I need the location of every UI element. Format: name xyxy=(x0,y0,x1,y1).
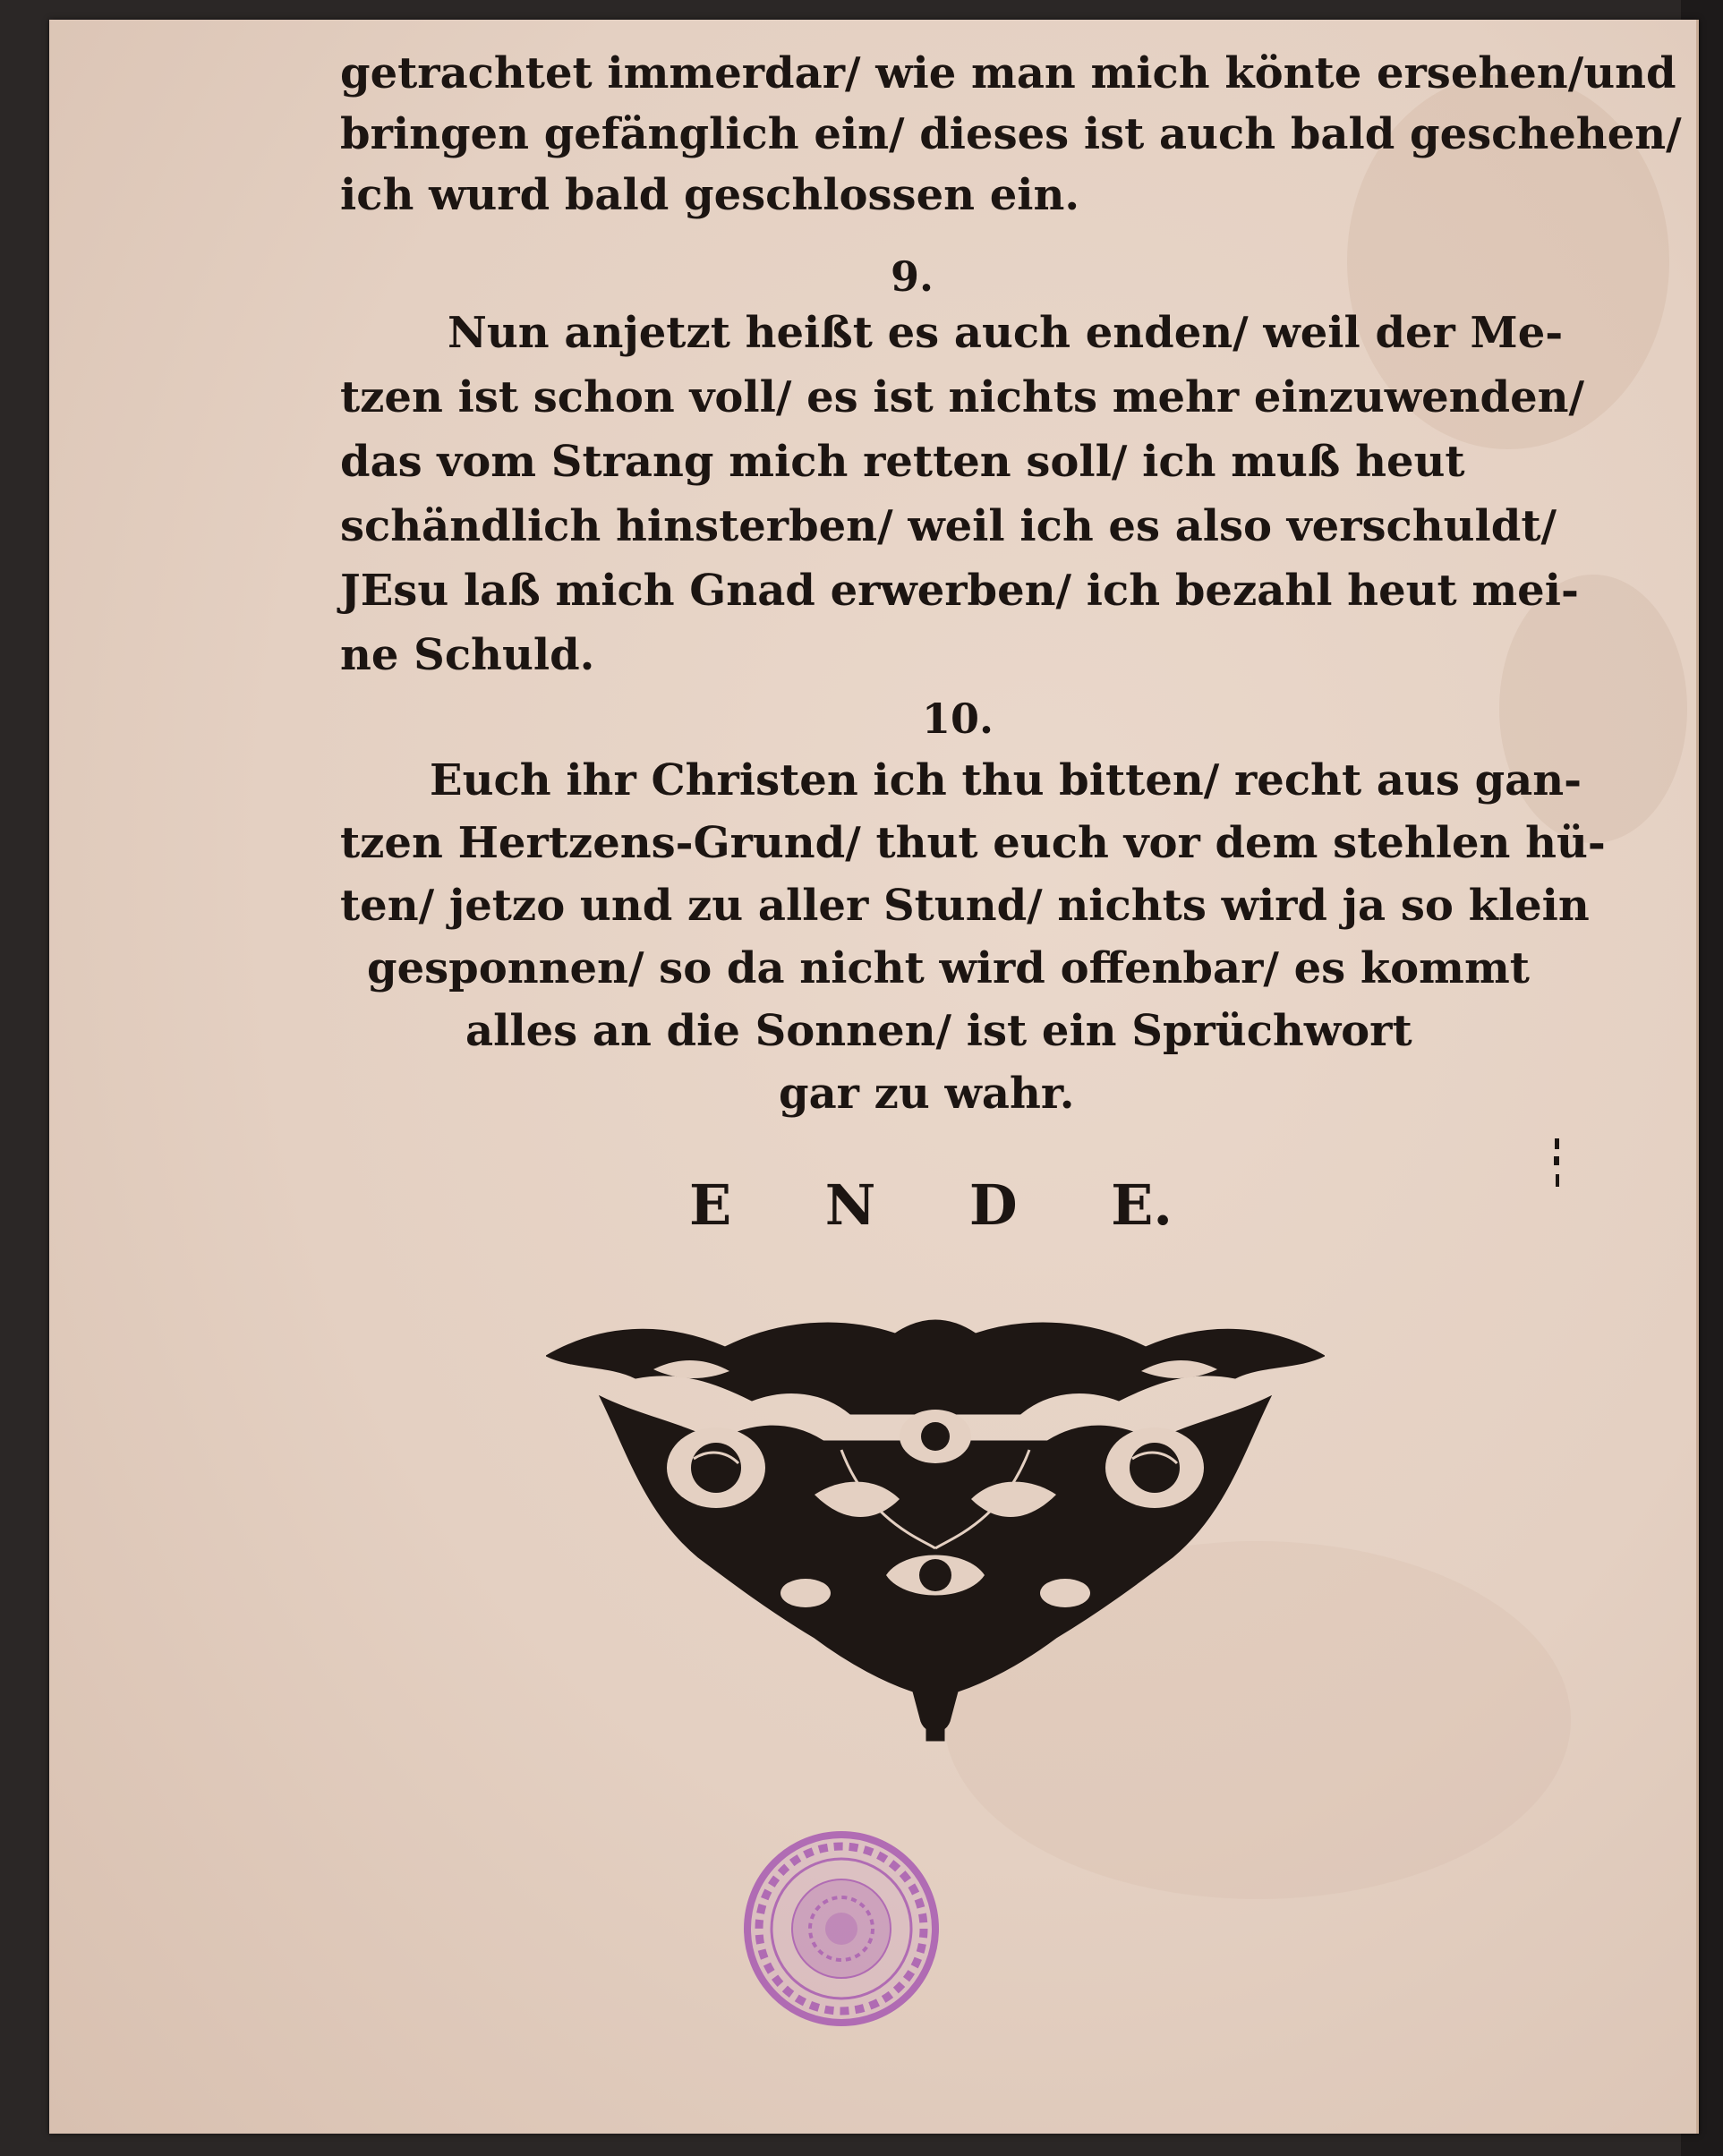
text-line: ne Schuld. xyxy=(340,630,595,680)
library-stamp xyxy=(734,1826,949,2032)
text-line: ten/ jetzo und zu aller Stund/ nichts wird ja so klein xyxy=(340,881,1590,931)
text-line: gar zu wahr. xyxy=(779,1069,1075,1119)
text-line: getrachtet immerdar/ wie man mich könte ersehen/und xyxy=(340,48,1676,98)
ende-heading xyxy=(689,1172,1173,1238)
stanza-number: 10. xyxy=(922,695,994,743)
text-line: tzen ist schon voll/ es ist nichts mehr einzuwenden/ xyxy=(340,372,1585,422)
stanza-number: 9. xyxy=(891,252,934,301)
text-line: ich wurd bald geschlossen ein. xyxy=(340,170,1080,220)
woodcut-ornament xyxy=(546,1316,1325,1745)
text-line: bringen gefänglich ein/ dieses ist auch bald geschehen/ xyxy=(340,109,1682,159)
text-line: schändlich hinsterben/ weil ich es also verschuldt/ xyxy=(340,501,1557,551)
ende-letter: N xyxy=(824,1172,876,1238)
ende-letter: E. xyxy=(1111,1172,1173,1238)
text-line: gesponnen/ so da nicht wird offenbar/ es kommt xyxy=(367,943,1530,993)
text-line: das vom Strang mich retten soll/ ich muß heut xyxy=(340,437,1465,487)
text-line: alles an die Sonnen/ ist ein Sprüchwort xyxy=(465,1006,1412,1056)
text-line: Nun anjetzt heißt es auch enden/ weil der Me- xyxy=(448,308,1564,358)
margin-ink-mark xyxy=(1548,1137,1566,1190)
ende-letter: D xyxy=(968,1172,1018,1238)
text-line: JEsu laß mich Gnad erwerben/ ich bezahl heut mei- xyxy=(340,566,1579,616)
text-line: tzen Hertzens-Grund/ thut euch vor dem stehlen hü- xyxy=(340,818,1606,868)
text-line: Euch ihr Christen ich thu bitten/ recht aus gan- xyxy=(430,755,1582,805)
ende-letter: E xyxy=(689,1172,732,1238)
